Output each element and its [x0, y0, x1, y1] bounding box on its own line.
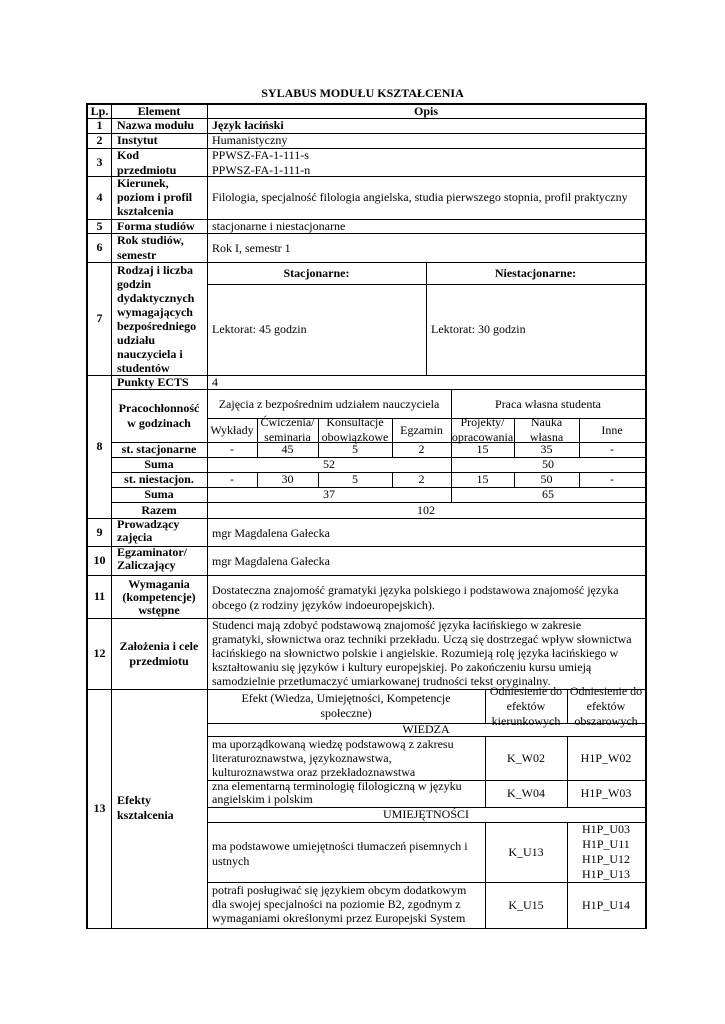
row-6-value: Rok I, semestr 1: [212, 241, 291, 255]
efekt-header: Efekt (Wiedza, Umiejętności, Kompetencje społeczne): [241, 691, 451, 720]
row-1-number: 1: [96, 118, 103, 132]
efekt-w1-obszarowy: H1P_W02: [580, 750, 632, 765]
st-niestacjonarne-label: st. niestacjon.: [124, 472, 194, 486]
suma-stac-praca: 50: [542, 457, 554, 471]
col-nauka-wlasna: Nauka własna: [529, 415, 564, 444]
efekt-w1-kierunkowy: K_W02: [507, 750, 545, 765]
wiedza-section: WIEDZA: [402, 722, 450, 736]
praca-wlasna-header: Praca własna studenta: [495, 396, 601, 411]
stac-cwiczenia: 45: [281, 442, 294, 456]
efekt-w1: ma uporządkowaną wiedzę podstawową z zakresu literaturoznawstwa, językoznawstwa, kulturoznawstwa oraz przekładoznawstwa: [212, 737, 454, 779]
stac-konsultacje: 5: [352, 442, 358, 456]
row-13-number: 13: [93, 801, 106, 815]
stac-egzamin: 2: [418, 442, 425, 456]
col-projekty: Projekty/ opracowania: [451, 415, 514, 444]
col-konsultacje: Konsultacje obowiązkowe: [321, 415, 389, 444]
niestac-cwiczenia: 30: [281, 472, 294, 486]
row-1-element: Nazwa modułu: [117, 118, 195, 132]
row-3-element: Kod przedmiotu: [117, 148, 177, 177]
row-8-number: 8: [96, 439, 103, 453]
stacjonarne-value: Lektorat: 45 godzin: [212, 322, 307, 336]
row-2-element: Instytut: [117, 133, 158, 147]
razem-label: Razem: [141, 502, 177, 517]
obszarowe-header: Odniesienie do efektów obszarowych: [569, 683, 643, 728]
efekt-w2-obszarowy: H1P_W03: [580, 786, 632, 800]
row-9-element: Prowadzący zajęcia: [117, 517, 180, 544]
row-6-number: 6: [96, 240, 103, 254]
row-7-number: 7: [96, 311, 103, 325]
st-stacjonarne-label: st. stacjonarne: [121, 442, 197, 456]
row-11-element: Wymagania (kompetencje) wstępne: [122, 576, 196, 617]
stac-wyklady: -: [230, 442, 234, 456]
efekt-u1: ma podstawowe umiejętności tłumaczeń pisemnych i ustnych: [212, 839, 468, 868]
niestac-nauka: 50: [540, 472, 553, 486]
row-5-value: stacjonarne i niestacjonarne: [212, 219, 346, 233]
umiejetnosci-section: UMIEJĘTNOŚCI: [383, 807, 469, 821]
row-3-number: 3: [96, 154, 103, 169]
niestacjonarne-value: Lektorat: 30 godzin: [431, 322, 526, 336]
page-title: SYLABUS MODUŁU KSZTAŁCENIA: [261, 86, 464, 100]
col-wyklady: Wykłady: [210, 422, 254, 437]
suma-label-2: Suma: [144, 487, 174, 501]
niestac-wyklady: -: [230, 472, 234, 486]
header-lp: Lp.: [90, 103, 109, 118]
razem-value: 102: [417, 502, 435, 517]
efekt-w2: zna elementarną terminologię filologiczną w języku angielskim i polskim: [212, 779, 462, 806]
stac-projekty: 15: [476, 442, 489, 456]
efekt-u1-obszarowy: H1P_U03 H1P_U11 H1P_U12 H1P_U13: [581, 822, 630, 881]
col-cwiczenia: Ćwiczenia/ seminaria: [260, 415, 315, 444]
niestac-projekty: 15: [476, 472, 489, 486]
efekt-u2: potrafi posługiwać się językiem obcym dodatkowym dla swojej specjalności na poziomie B2, zgodnym z wymaganiami określonymi przez Europejski System: [212, 883, 467, 925]
row-3-value: PPWSZ-FA-1-111-s PPWSZ-FA-1-111-n: [212, 148, 311, 177]
col-egzamin: Egzamin: [400, 422, 443, 437]
efekt-u1-kierunkowy: K_U13: [508, 844, 544, 859]
row-4-value: Filologia, specjalność filologia angielska, studia pierwszego stopnia, profil praktyczny: [212, 190, 628, 204]
stac-nauka: 35: [540, 442, 553, 456]
row-5-element: Forma studiów: [117, 219, 195, 233]
header-opis: Opis: [413, 103, 438, 118]
ects-label: Punkty ECTS: [117, 375, 189, 389]
row-4-element: Kierunek, poziom i profil kształcenia: [117, 176, 193, 218]
zajecia-header: Zajęcia z bezpośrednim udziałem nauczyciela: [218, 396, 440, 411]
header-element: Element: [137, 103, 181, 118]
niestac-inne: -: [610, 472, 614, 486]
pracochlonnosc-label: Pracochłonność w godzinach: [118, 401, 200, 430]
kierunkowe-header: Odniesienie do efektów kierunkowych: [489, 683, 563, 728]
stac-inne: -: [610, 442, 614, 456]
suma-label-1: Suma: [144, 457, 174, 471]
niestacjonarne-header: Niestacjonarne:: [494, 266, 577, 280]
niestac-egzamin: 2: [418, 472, 425, 486]
suma-stac-zajecia: 52: [323, 457, 335, 471]
suma-niestac-zajecia: 37: [323, 487, 335, 501]
row-12-number: 12: [93, 646, 106, 660]
row-7-element: Rodzaj i liczba godzin dydaktycznych wymagających bezpośredniego udziału nauczyciela i studentów: [117, 263, 197, 375]
col-inne: Inne: [601, 422, 623, 437]
row-12-element: Założenia i cele przedmiotu: [119, 638, 199, 668]
row-1-value: Język łaciński: [212, 118, 284, 132]
row-11-number: 11: [93, 589, 106, 603]
efekt-w2-kierunkowy: K_W04: [507, 786, 545, 800]
ects-value: 4: [212, 375, 218, 389]
row-2-number: 2: [96, 133, 103, 147]
row-9-value: mgr Magdalena Gałecka: [212, 526, 330, 540]
row-12-value: Studenci mają zdobyć podstawową znajomość języka łacińskiego w zakresie gramatyki, słownictwa oraz techniki przekładu. Uczą się dostrzegać wpływ słownictwa łacińskiego na słownictwo polskie i angielskie. Rozumieją rolę języka łacińskiego w kształtowaniu się języków i kultury europejskiej. Po zakończeniu kursu umieją samodzielnie przetłumaczyć umiarkowanej trudności tekst oryginalny.: [212, 618, 632, 688]
row-2-value: Humanistyczny: [212, 133, 288, 147]
row-6-element: Rok studiów, semestr: [117, 233, 184, 262]
efekt-u2-kierunkowy: K_U15: [508, 897, 544, 912]
suma-niestac-praca: 65: [542, 487, 554, 501]
stacjonarne-header: Stacjonarne:: [283, 266, 350, 280]
efekt-u2-obszarowy: H1P_U14: [581, 897, 630, 912]
row-5-number: 5: [96, 218, 103, 233]
row-10-value: mgr Magdalena Gałecka: [212, 554, 330, 568]
row-11-value: Dostateczna znajomość gramatyki języka polskiego i podstawowa znajomość języka obcego (z rodziny języków indoeuropejskich).: [212, 583, 619, 612]
row-4-number: 4: [96, 190, 103, 204]
niestac-konsultacje: 5: [352, 472, 358, 486]
row-9-number: 9: [96, 524, 103, 539]
row-10-number: 10: [93, 553, 106, 567]
row-13-element: Efekty kształcenia: [117, 793, 174, 822]
row-10-element: Egzaminator/ Zaliczający: [117, 545, 187, 572]
